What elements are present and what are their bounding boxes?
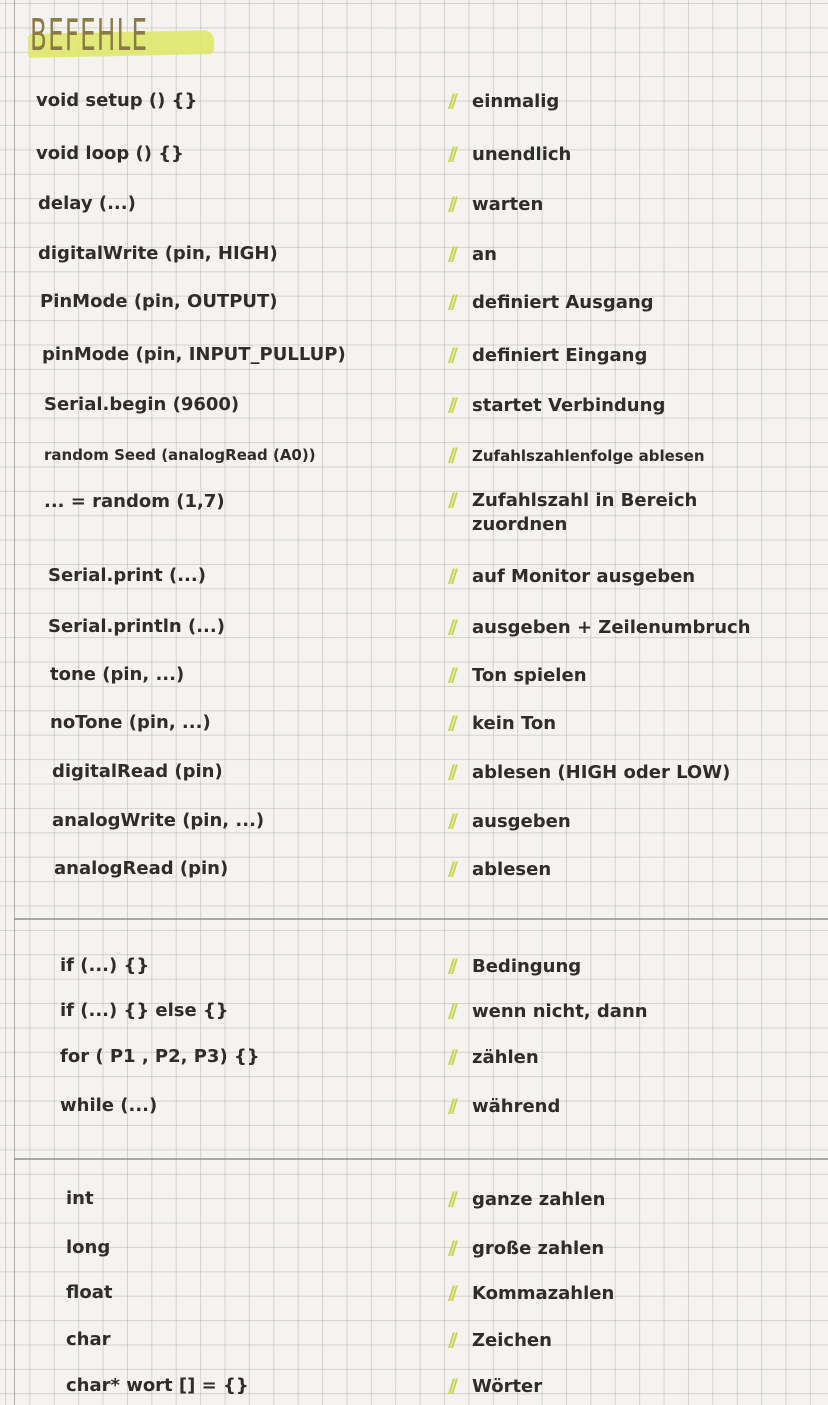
command-text: int [66, 1188, 94, 1209]
comment-marker: // [448, 489, 454, 511]
comment-marker: // [448, 1095, 454, 1117]
command-row [0, 86, 828, 116]
comment-marker: // [448, 344, 454, 366]
command-row [0, 951, 828, 981]
description-text: Zufahlszahl in Bereich [472, 490, 698, 511]
description [448, 561, 695, 592]
command-row [0, 561, 828, 591]
command-row [0, 1371, 828, 1401]
description-text: startet Verbindung [472, 395, 666, 416]
description-text: unendlich [472, 144, 572, 165]
description-text-continued: zuordnen [472, 514, 568, 535]
description-text: wenn nicht, dann [472, 1001, 648, 1022]
command-text: digitalWrite (pin, HIGH) [38, 243, 278, 264]
description [448, 86, 559, 117]
command-text: void setup () {} [36, 90, 198, 111]
command-text: if (...) {} [60, 955, 150, 976]
comment-marker: // [448, 565, 454, 587]
description [448, 287, 654, 318]
command-text: tone (pin, ...) [50, 664, 185, 685]
comment-marker: // [448, 858, 454, 880]
description-text: Bedingung [472, 956, 582, 977]
description [448, 189, 543, 220]
command-text: if (...) {} else {} [60, 1000, 229, 1021]
description-text: Wörter [472, 1376, 543, 1397]
command-text: pinMode (pin, INPUT_PULLUP) [42, 344, 346, 365]
comment-marker: // [448, 616, 454, 638]
description [448, 340, 647, 371]
description-text: Zufahlszahlenfolge ablesen [472, 447, 705, 465]
description [448, 806, 571, 837]
command-row [0, 757, 828, 787]
description [448, 612, 751, 643]
description [448, 854, 551, 885]
command-row [0, 1091, 828, 1121]
comment-marker: // [448, 1329, 454, 1351]
comment-marker: // [448, 1282, 454, 1304]
command-row [0, 708, 828, 738]
description-text: definiert Ausgang [472, 292, 654, 313]
command-row [0, 287, 828, 317]
command-row [0, 189, 828, 219]
section-divider [14, 1158, 828, 1160]
command-row [0, 612, 828, 642]
section-divider [14, 918, 828, 920]
command-text: long [66, 1237, 111, 1258]
command-row [0, 1042, 828, 1072]
comment-marker: // [448, 394, 454, 416]
comment-marker: // [448, 1000, 454, 1022]
command-text: Serial.print (...) [48, 565, 206, 586]
comment-marker: // [448, 444, 454, 466]
description-text: Kommazahlen [472, 1283, 615, 1304]
description-text: ablesen [472, 859, 552, 880]
comment-marker: // [448, 712, 454, 734]
comment-marker: // [448, 1046, 454, 1068]
description [448, 1184, 605, 1215]
description-text: Zeichen [472, 1330, 552, 1351]
comment-marker: // [448, 291, 454, 313]
command-text: Serial.begin (9600) [44, 394, 240, 415]
description-text: an [472, 244, 497, 265]
description [448, 440, 705, 471]
command-row [0, 139, 828, 169]
description [448, 1325, 552, 1356]
description [448, 139, 571, 170]
command-text: noTone (pin, ...) [50, 712, 211, 733]
description-text: definiert Eingang [472, 345, 648, 366]
description [448, 951, 581, 982]
description-text: ausgeben + Zeilenumbruch [472, 617, 751, 638]
command-text: delay (...) [38, 193, 136, 214]
comment-marker: // [448, 955, 454, 977]
description-text: auf Monitor ausgeben [472, 566, 696, 587]
command-text: void loop () {} [36, 143, 184, 164]
command-row [0, 1233, 828, 1263]
description [448, 1091, 560, 1122]
command-text: char [66, 1329, 111, 1350]
comment-marker: // [448, 143, 454, 165]
command-row [0, 854, 828, 884]
description-text: ganze zahlen [472, 1189, 606, 1210]
title-block [22, 8, 222, 68]
description [448, 708, 556, 739]
comment-marker: // [448, 664, 454, 686]
comment-marker: // [448, 1237, 454, 1259]
comment-marker: // [448, 243, 454, 265]
description [448, 1042, 539, 1073]
description [448, 1233, 604, 1264]
description [448, 996, 648, 1027]
command-row [0, 1184, 828, 1214]
command-row [0, 239, 828, 269]
description-text: kein Ton [472, 713, 557, 734]
command-text: Serial.println (...) [48, 616, 225, 637]
command-row [0, 806, 828, 836]
comment-marker: // [448, 193, 454, 215]
command-text: analogRead (pin) [54, 858, 229, 879]
comment-marker: // [448, 1375, 454, 1397]
description-text: einmalig [472, 91, 560, 112]
description-text: warten [472, 194, 544, 215]
command-text: PinMode (pin, OUTPUT) [40, 291, 278, 312]
command-row [0, 487, 828, 539]
description [448, 660, 587, 691]
description-text: große zahlen [472, 1238, 605, 1259]
description [448, 239, 497, 270]
command-row [0, 340, 828, 370]
command-text: float [66, 1282, 113, 1303]
command-text: ... = random (1,7) [44, 491, 225, 512]
command-row [0, 1278, 828, 1308]
command-row [0, 996, 828, 1026]
page-title: BEFEHLE [30, 10, 149, 61]
command-text: digitalRead (pin) [52, 761, 223, 782]
command-text: while (...) [60, 1095, 158, 1116]
command-row [0, 660, 828, 690]
description-text: ausgeben [472, 811, 571, 832]
comment-marker: // [448, 761, 454, 783]
command-text: random Seed (analogRead (A0)) [44, 446, 316, 464]
comment-marker: // [448, 90, 454, 112]
description-text: zählen [472, 1047, 539, 1068]
description [448, 1278, 614, 1309]
command-row [0, 440, 828, 470]
description-text: ablesen (HIGH oder LOW) [472, 762, 731, 783]
description-text: Ton spielen [472, 665, 587, 686]
command-text: for ( P1 , P2, P3) {} [60, 1046, 260, 1067]
description [448, 487, 697, 536]
command-text: char* wort [] = {} [66, 1375, 249, 1396]
description-text: während [472, 1096, 561, 1117]
comment-marker: // [448, 810, 454, 832]
description [448, 390, 665, 421]
command-text: analogWrite (pin, ...) [52, 810, 265, 831]
description [448, 757, 730, 788]
comment-marker: // [448, 1188, 454, 1210]
command-row [0, 1325, 828, 1355]
command-row [0, 390, 828, 420]
description [448, 1371, 542, 1402]
